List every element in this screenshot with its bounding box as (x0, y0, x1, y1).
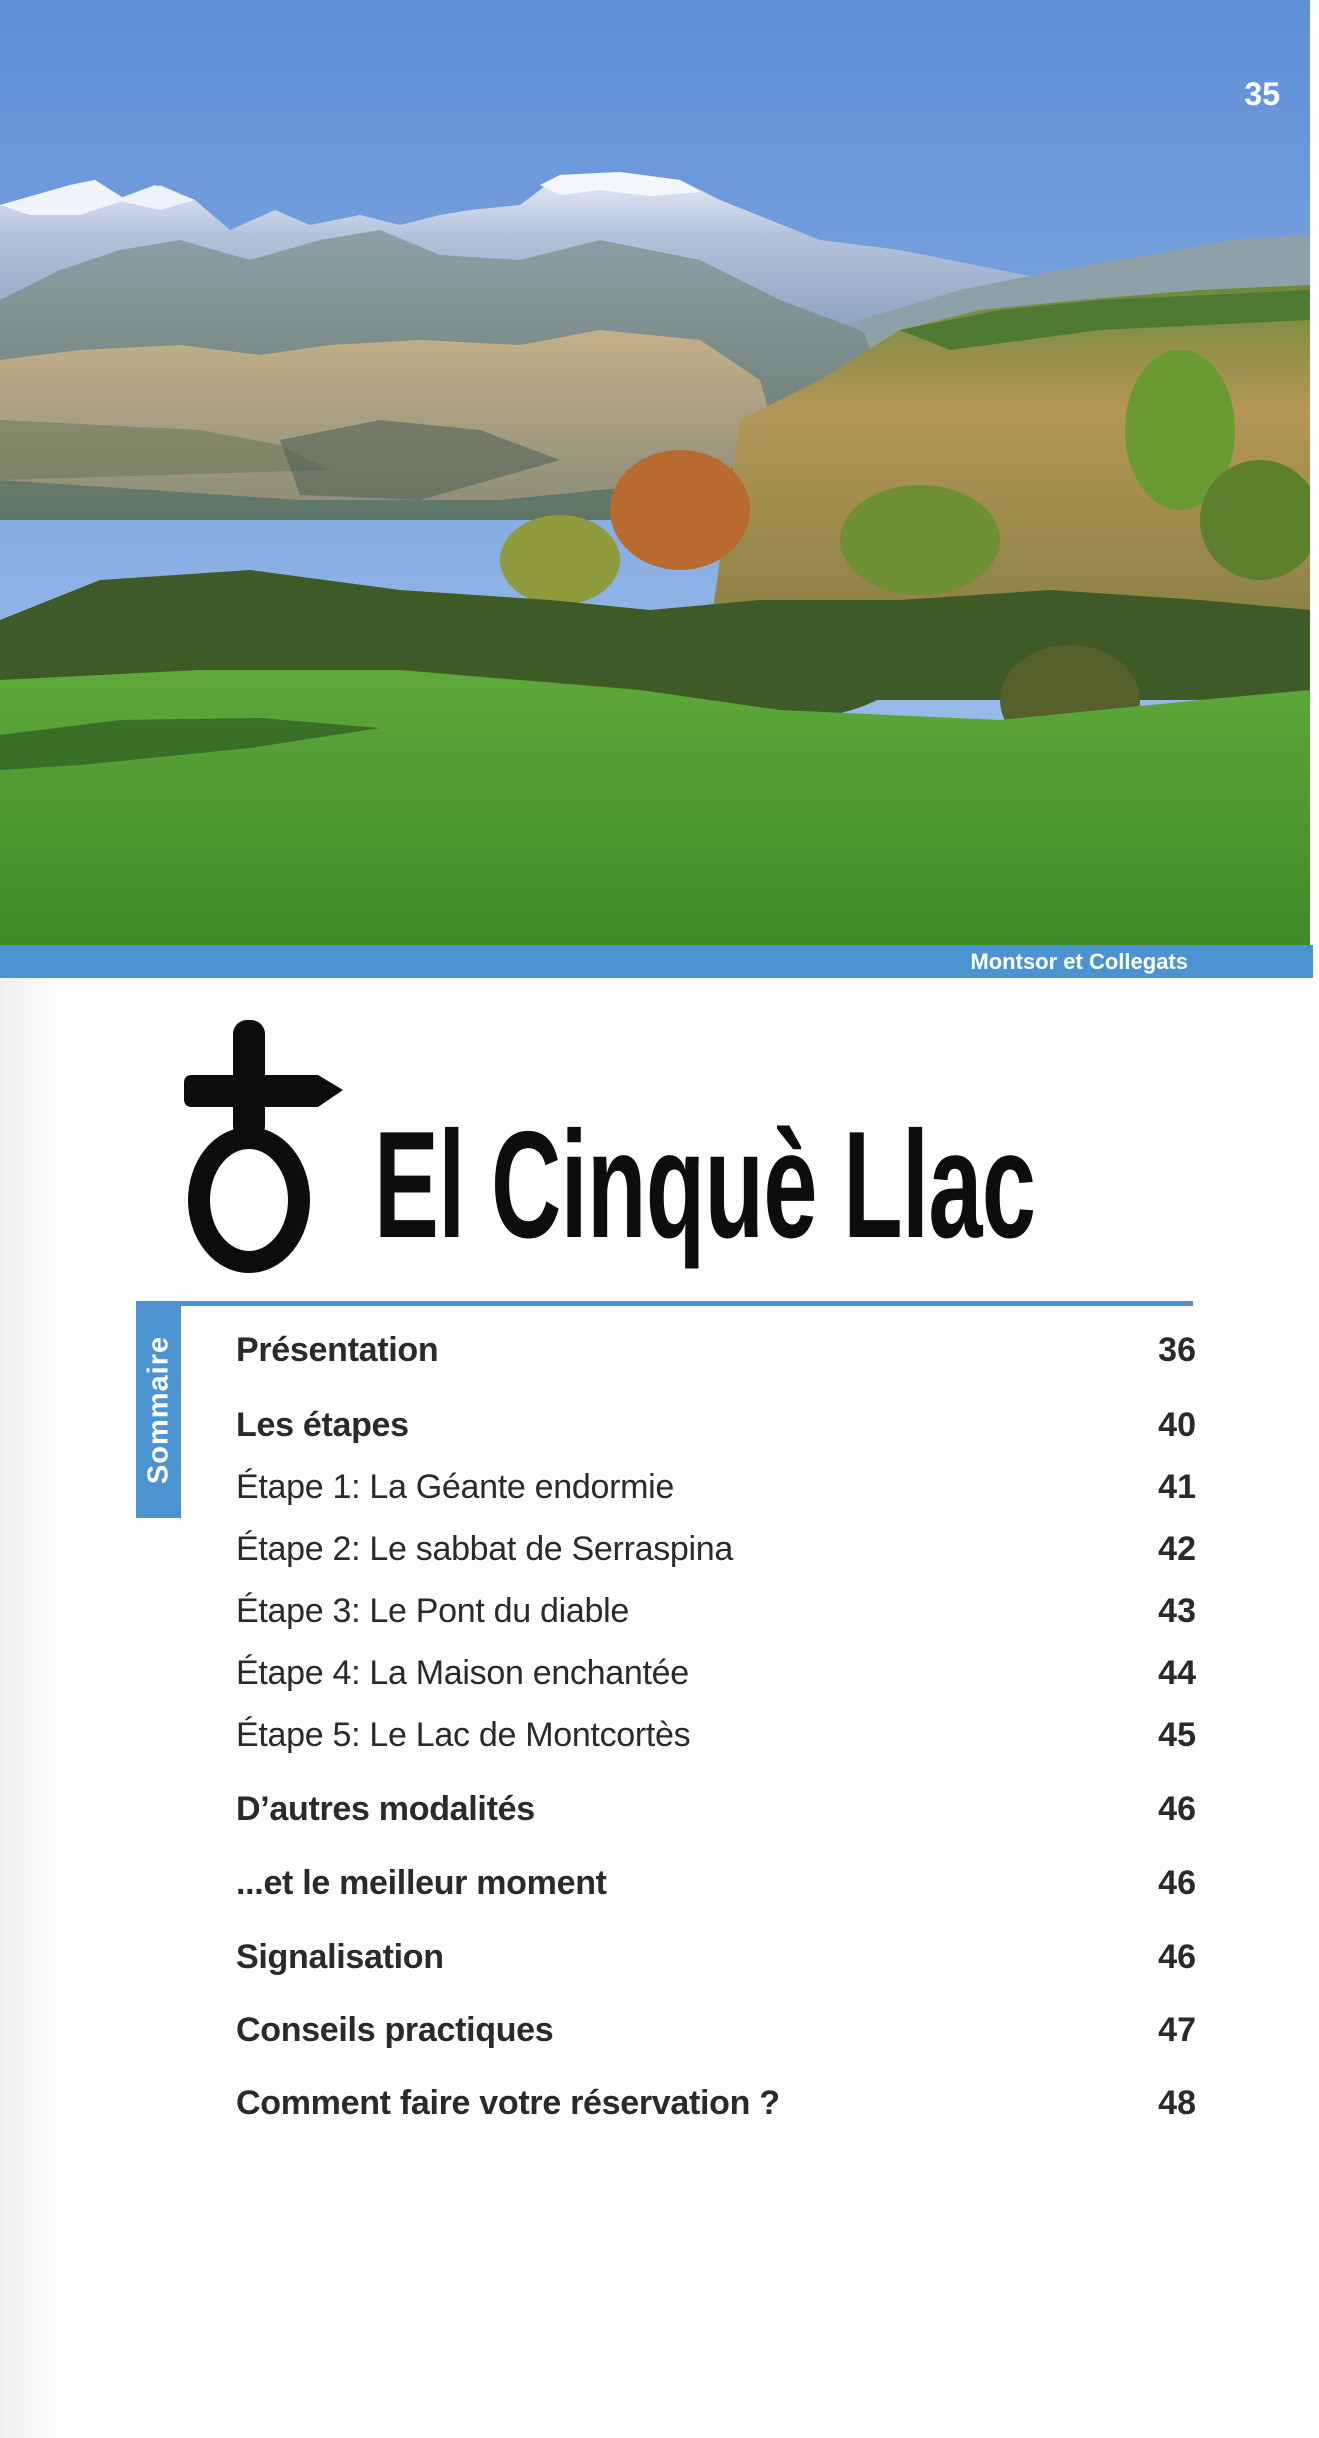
toc-entry-etape-1[interactable] (236, 1462, 1196, 1512)
toc-entry-label: D’autres modalités (236, 1789, 535, 1828)
cross-circle-symbol-icon (178, 1015, 388, 1275)
toc-entry-label: ...et le meilleur moment (236, 1863, 607, 1902)
toc-sommaire-tab (136, 1301, 181, 1518)
route-title: El Cinquè Llac (374, 1100, 1036, 1270)
toc-entry-page: 47 (1158, 2010, 1196, 2049)
route-logo (178, 1015, 1178, 1295)
toc-entry-presentation[interactable] (236, 1325, 1196, 1375)
toc-entry-reservation[interactable] (236, 2078, 1196, 2128)
toc-entry-conseils-practiques[interactable] (236, 2005, 1196, 2055)
toc-entry-page: 45 (1158, 1715, 1196, 1754)
toc-entry-page: 46 (1158, 1863, 1196, 1902)
toc-entry-label: Étape 5: Le Lac de Montcortès (236, 1715, 691, 1754)
toc-entry-label: Comment faire votre réservation ? (236, 2083, 780, 2122)
toc-entry-etape-3[interactable] (236, 1586, 1196, 1636)
toc-entry-etape-5[interactable] (236, 1710, 1196, 1760)
toc-entry-page: 43 (1158, 1591, 1196, 1630)
page-number: 35 (1244, 76, 1280, 112)
toc-entry-page: 46 (1158, 1937, 1196, 1976)
toc-entry-label: Étape 4: La Maison enchantée (236, 1653, 689, 1692)
toc-tab-label: Sommaire (142, 1335, 174, 1484)
toc-entry-autres-modalites[interactable] (236, 1784, 1196, 1834)
toc-entry-page: 40 (1158, 1405, 1196, 1444)
toc-entry-label: Signalisation (236, 1937, 444, 1976)
toc-entry-label: Étape 2: Le sabbat de Serraspina (236, 1529, 733, 1568)
toc-entry-page: 48 (1158, 2083, 1196, 2122)
toc-entry-etape-4[interactable] (236, 1648, 1196, 1698)
toc-entry-page: 46 (1158, 1789, 1196, 1828)
toc-top-rule (136, 1301, 1193, 1306)
toc-entry-meilleur-moment[interactable] (236, 1858, 1196, 1908)
toc-entry-label: Étape 1: La Géante endormie (236, 1467, 674, 1506)
toc-entry-page: 41 (1158, 1467, 1196, 1506)
toc-entry-page: 36 (1158, 1330, 1196, 1369)
landscape-illustration (0, 0, 1310, 945)
landscape-photo (0, 0, 1310, 945)
toc-entry-page: 44 (1158, 1653, 1196, 1692)
toc-entry-label: Conseils practiques (236, 2010, 554, 2049)
photo-caption: Montsor et Collegats (970, 949, 1188, 974)
photo-caption-band (0, 945, 1313, 978)
toc-entry-label: Les étapes (236, 1405, 409, 1444)
toc-entry-etape-2[interactable] (236, 1524, 1196, 1574)
toc-entry-label: Présentation (236, 1330, 439, 1369)
toc-entry-les-etapes[interactable] (236, 1400, 1196, 1450)
toc-entry-signalisation[interactable] (236, 1932, 1196, 1982)
toc-entry-page: 42 (1158, 1529, 1196, 1568)
toc-entry-label: Étape 3: Le Pont du diable (236, 1591, 629, 1630)
